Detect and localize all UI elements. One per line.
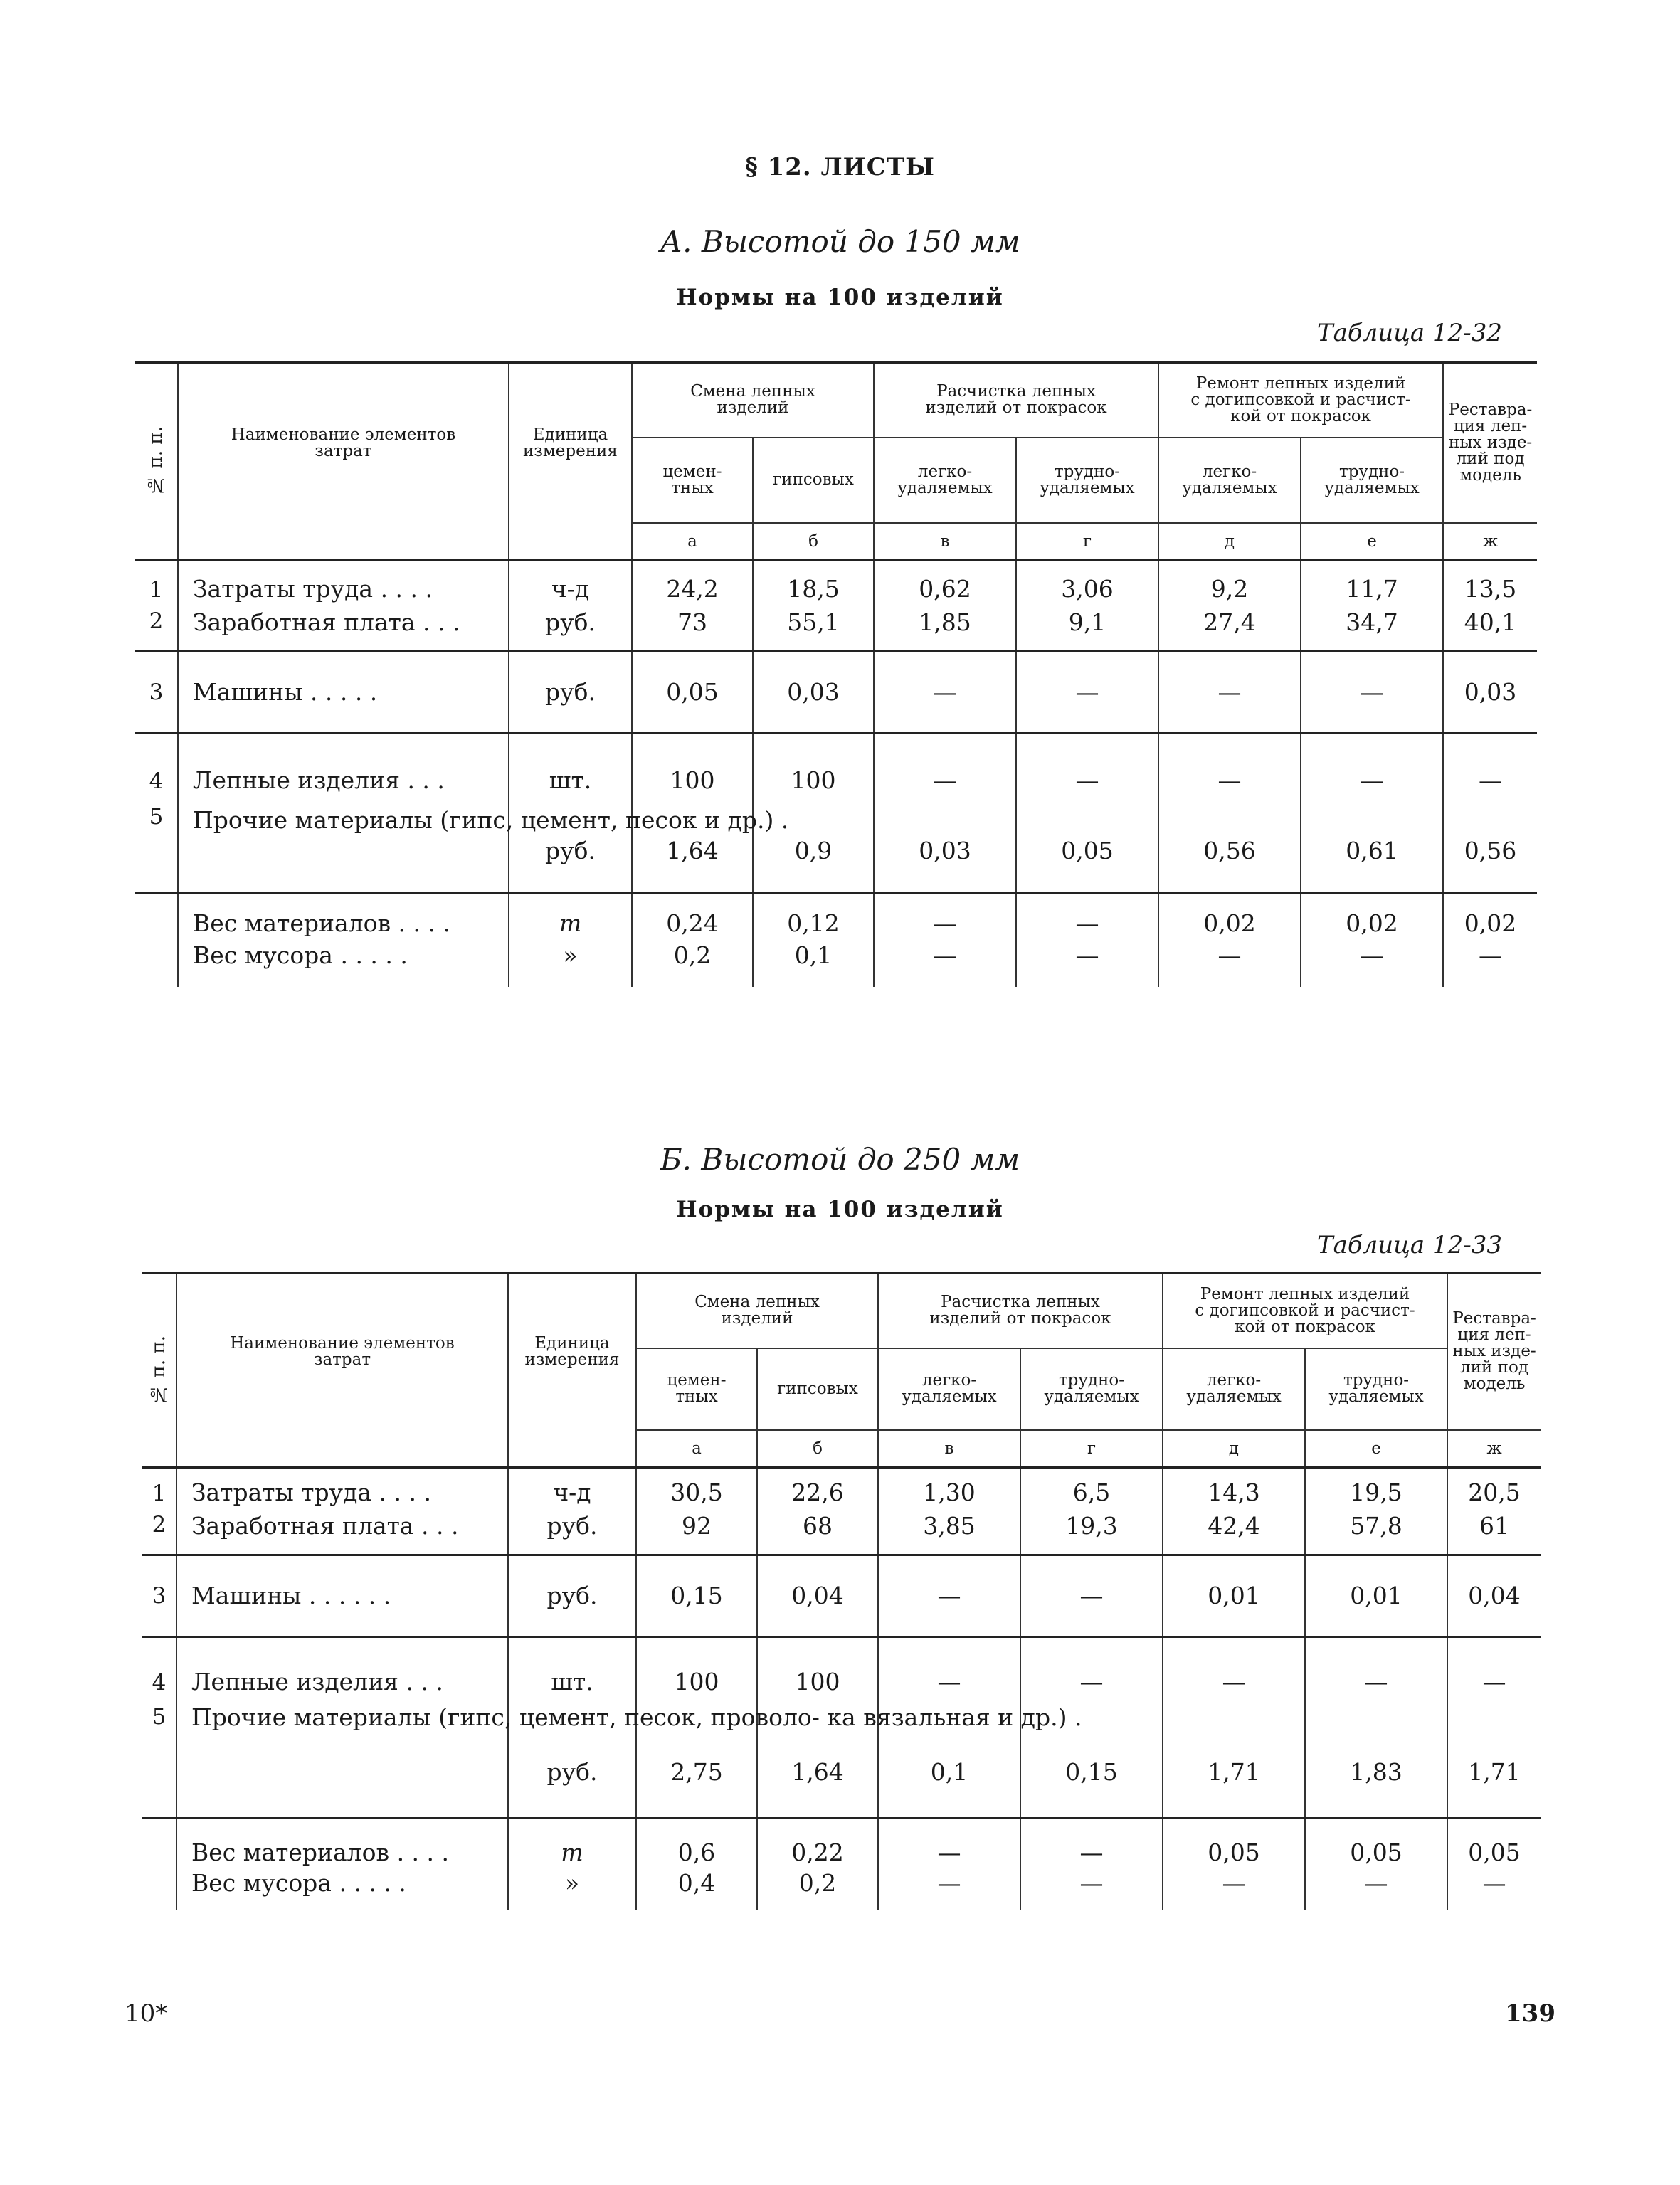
- cost-element-name-cell: Заработная плата . . .: [176, 1506, 508, 1555]
- value-cell: 0,01: [1305, 1555, 1447, 1636]
- unit-col-header: Единица измерения: [509, 363, 632, 523]
- num-col-header: [135, 363, 178, 561]
- table-b-label: Таблица 12-33: [1316, 1231, 1502, 1259]
- letter-g: г: [1016, 523, 1158, 561]
- name-col-header: Наименование элементов затрат: [178, 363, 509, 523]
- value-cell: 0,04: [1447, 1555, 1541, 1636]
- value-cell: 0,02: [1443, 893, 1537, 937]
- value-cell: 18,5: [753, 560, 874, 603]
- letter-d: д: [1158, 523, 1301, 561]
- unit-cell: шт.: [509, 733, 632, 804]
- value-cell: 2,75: [636, 1704, 757, 1818]
- table-row: [135, 733, 1537, 804]
- footer-signature-mark: 10*: [125, 1999, 168, 2028]
- value-cell: —: [874, 937, 1016, 987]
- value-cell: 57,8: [1305, 1506, 1447, 1555]
- table-row: [142, 1866, 1541, 1910]
- value-cell: —: [1305, 1636, 1447, 1704]
- unit-cell: руб.: [508, 1555, 636, 1636]
- row-number-cell: 1: [142, 1467, 176, 1506]
- value-cell: —: [874, 651, 1016, 733]
- table-row: [142, 1704, 1541, 1818]
- value-cell: 68: [757, 1506, 878, 1555]
- value-cell: 0,62: [874, 560, 1016, 603]
- value-cell: 1,83: [1305, 1704, 1447, 1818]
- value-cell: 1,30: [878, 1467, 1020, 1506]
- table-row: [135, 893, 1537, 937]
- restore-col-header: Реставра- ция леп- ных изде- лий под модель: [1443, 363, 1537, 523]
- table-row: [135, 804, 1537, 893]
- group-header-clean: Расчистка лепных изделий от покрасок: [874, 363, 1158, 438]
- value-cell: 42,4: [1163, 1506, 1305, 1555]
- value-cell: 0,03: [1443, 651, 1537, 733]
- table-b: [142, 1272, 1541, 1910]
- group-header-repair: Ремонт лепных изделий с догипсовкой и расчист- кой от покрасок: [1163, 1274, 1447, 1348]
- row-number-cell: [135, 937, 178, 987]
- value-cell: —: [1479, 941, 1503, 969]
- value-cell: —: [874, 733, 1016, 804]
- table-a-subtitle: А. Высотой до 150 мм: [660, 224, 1020, 259]
- value-cell: —: [1301, 937, 1443, 987]
- value-cell: 0,05: [1016, 804, 1158, 893]
- value-cell: 30,5: [636, 1467, 757, 1506]
- cost-element-name-cell: Вес материалов . . . .: [178, 893, 509, 937]
- value-cell: 19,3: [1020, 1506, 1163, 1555]
- cost-element-name-cell: Вес материалов . . . .: [176, 1818, 508, 1866]
- value-cell: —: [1158, 937, 1301, 987]
- letter-b: б: [757, 1430, 878, 1468]
- header-spacer-cell: [178, 523, 509, 561]
- value-cell: 3,85: [878, 1506, 1020, 1555]
- value-cell: 0,02: [1158, 893, 1301, 937]
- cost-element-name-cell: Лепные изделия . . .: [178, 733, 509, 804]
- value-cell: —: [1158, 651, 1301, 733]
- header-spacer-cell: [508, 1430, 636, 1468]
- value-cell: 22,6: [757, 1467, 878, 1506]
- letter-g: г: [1020, 1430, 1163, 1468]
- value-cell: 0,03: [753, 651, 874, 733]
- section-title: § 12. ЛИСТЫ: [744, 153, 935, 181]
- table-b-norms: Нормы на 100 изделий: [676, 1197, 1004, 1222]
- sub-header-a: цемен- тных: [636, 1348, 757, 1430]
- unit-cell: руб.: [509, 603, 632, 651]
- row-number-cell: 4: [135, 733, 178, 804]
- value-cell: —: [1020, 1555, 1163, 1636]
- table-row: [135, 937, 1537, 987]
- value-cell: —: [1016, 733, 1158, 804]
- value-cell: 11,7: [1301, 560, 1443, 603]
- value-cell: —: [1020, 1866, 1163, 1910]
- row-number-cell: 1: [135, 560, 178, 603]
- table-row: [142, 1555, 1541, 1636]
- cost-element-name-cell: Затраты труда . . . .: [176, 1467, 508, 1506]
- value-cell: —: [1305, 1866, 1447, 1910]
- unit-cell: »: [509, 937, 632, 987]
- sub-header-e: трудно- удаляемых: [1301, 438, 1443, 523]
- row-number-header-label: № п. п.: [145, 426, 167, 497]
- value-cell: —: [1301, 733, 1443, 804]
- value-cell: —: [1016, 651, 1158, 733]
- value-cell: 0,15: [636, 1555, 757, 1636]
- value-cell: 100: [757, 1636, 878, 1704]
- table-row: [142, 1467, 1541, 1506]
- value-cell: 100: [753, 733, 874, 804]
- value-cell: 0,12: [753, 893, 874, 937]
- value-cell: 0,1: [753, 937, 874, 987]
- value-cell: 1,64: [757, 1704, 878, 1818]
- group-header-clean: Расчистка лепных изделий от покрасок: [878, 1274, 1163, 1348]
- value-cell: 0,22: [757, 1818, 878, 1866]
- letter-d: д: [1163, 1430, 1305, 1468]
- value-cell: 0,1: [878, 1704, 1020, 1818]
- value-cell: 1,85: [874, 603, 1016, 651]
- sub-header-g: трудно- удаляемых: [1020, 1348, 1163, 1430]
- value-cell: 0,05: [1447, 1818, 1541, 1866]
- row-number-cell: [142, 1818, 176, 1866]
- value-cell: 19,5: [1305, 1467, 1447, 1506]
- letter-zh: ж: [1443, 523, 1537, 561]
- value-cell: 1,64: [632, 804, 753, 893]
- value-cell: 0,04: [757, 1555, 878, 1636]
- cost-element-name-cell: Вес мусора . . . . .: [176, 1866, 508, 1910]
- sub-header-v: легко- удаляемых: [874, 438, 1016, 523]
- value-cell: 1,71: [1468, 1758, 1521, 1786]
- row-number-cell: [142, 1866, 176, 1910]
- row-number-cell: 3: [142, 1555, 176, 1636]
- value-cell: 92: [636, 1506, 757, 1555]
- cost-element-name-cell: Заработная плата . . .: [178, 603, 509, 651]
- value-cell: —: [1301, 651, 1443, 733]
- row-number-cell: 2: [135, 603, 178, 651]
- value-cell: —: [1443, 733, 1537, 804]
- row-number-header-label: № п. п.: [148, 1335, 169, 1405]
- value-cell: 0,02: [1301, 893, 1443, 937]
- letter-zh: ж: [1447, 1430, 1541, 1468]
- value-cell: 0,4: [636, 1866, 757, 1910]
- table-row: [142, 1636, 1541, 1704]
- table-row: [142, 1506, 1541, 1555]
- unit-cell: т: [509, 893, 632, 937]
- value-cell: —: [874, 893, 1016, 937]
- row-number-cell: 2: [142, 1506, 176, 1555]
- value-cell: 0,9: [753, 804, 874, 893]
- row-number-cell: 5: [142, 1704, 176, 1818]
- name-col-header: Наименование элементов затрат: [176, 1274, 508, 1430]
- value-cell: —: [1020, 1636, 1163, 1704]
- cost-element-name-cell: Прочие материалы (гипс, цемент, песок и др.) .: [178, 804, 509, 893]
- value-cell: —: [1447, 1636, 1541, 1704]
- unit-cell: руб.: [508, 1704, 636, 1818]
- value-cell: 0,03: [874, 804, 1016, 893]
- unit-cell: т: [508, 1818, 636, 1866]
- letter-e: е: [1305, 1430, 1447, 1468]
- value-cell: —: [1163, 1866, 1305, 1910]
- cost-element-name-cell: Машины . . . . . .: [176, 1555, 508, 1636]
- table-a-norms: Нормы на 100 изделий: [676, 285, 1004, 310]
- value-cell: 9,2: [1158, 560, 1301, 603]
- table-row: [135, 651, 1537, 733]
- sub-header-g: трудно- удаляемых: [1016, 438, 1158, 523]
- value-cell: 100: [636, 1636, 757, 1704]
- letter-v: в: [874, 523, 1016, 561]
- table-row: [135, 560, 1537, 603]
- value-cell: —: [878, 1866, 1020, 1910]
- value-cell: 0,24: [632, 893, 753, 937]
- value-cell: 0,56: [1158, 804, 1301, 893]
- row-number-cell: 3: [135, 651, 178, 733]
- unit-cell: шт.: [508, 1636, 636, 1704]
- letter-e: е: [1301, 523, 1443, 561]
- value-cell: —: [1158, 733, 1301, 804]
- cost-element-name-cell: Прочие материалы (гипс, цемент, песок, проволо- ка вязальная и др.) .: [176, 1704, 508, 1818]
- value-cell: 0,05: [1163, 1818, 1305, 1866]
- sub-header-e: трудно- удаляемых: [1305, 1348, 1447, 1430]
- sub-header-a: цемен- тных: [632, 438, 753, 523]
- group-header-replace: Смена лепных изделий: [632, 363, 874, 438]
- unit-cell: руб.: [509, 804, 632, 893]
- value-cell: 27,4: [1158, 603, 1301, 651]
- value-cell: 34,7: [1301, 603, 1443, 651]
- sub-header-b: гипсовых: [757, 1348, 878, 1430]
- value-cell: —: [1016, 937, 1158, 987]
- value-cell: 0,6: [636, 1818, 757, 1866]
- value-cell: 73: [632, 603, 753, 651]
- cost-element-name-cell: Лепные изделия . . .: [176, 1636, 508, 1704]
- value-cell: 0,2: [757, 1866, 878, 1910]
- letter-v: в: [878, 1430, 1020, 1468]
- row-number-cell: 5: [135, 804, 178, 893]
- cost-element-name-cell: Затраты труда . . . .: [178, 560, 509, 603]
- sub-header-d: легко- удаляемых: [1163, 1348, 1305, 1430]
- unit-col-header: Единица измерения: [508, 1274, 636, 1430]
- letter-a: а: [636, 1430, 757, 1468]
- value-cell: 0,05: [632, 651, 753, 733]
- letter-a: а: [632, 523, 753, 561]
- value-cell: —: [1016, 893, 1158, 937]
- group-header-repair: Ремонт лепных изделий с догипсовкой и расчист- кой от покрасок: [1158, 363, 1443, 438]
- sub-header-v: легко- удаляемых: [878, 1348, 1020, 1430]
- value-cell: 0,56: [1464, 837, 1517, 864]
- value-cell: 0,15: [1020, 1704, 1163, 1818]
- value-cell: —: [1163, 1636, 1305, 1704]
- value-cell: 100: [632, 733, 753, 804]
- cost-element-name-cell: Вес мусора . . . . .: [178, 937, 509, 987]
- value-cell: —: [1482, 1869, 1506, 1897]
- value-cell: 61: [1479, 1512, 1510, 1540]
- table-row: [142, 1818, 1541, 1866]
- unit-cell: ч-д: [508, 1467, 636, 1506]
- unit-cell: »: [508, 1866, 636, 1910]
- unit-cell: ч-д: [509, 560, 632, 603]
- value-cell: 55,1: [753, 603, 874, 651]
- header-spacer-cell: [176, 1430, 508, 1468]
- value-cell: 13,5: [1443, 560, 1537, 603]
- value-cell: 0,01: [1163, 1555, 1305, 1636]
- value-cell: 3,06: [1016, 560, 1158, 603]
- table-a-label: Таблица 12-32: [1316, 319, 1502, 347]
- value-cell: —: [878, 1636, 1020, 1704]
- header-spacer-cell: [509, 523, 632, 561]
- table-row: [135, 603, 1537, 651]
- value-cell: 0,61: [1301, 804, 1443, 893]
- value-cell: —: [1020, 1818, 1163, 1866]
- num-col-header: [142, 1274, 176, 1468]
- sub-header-b: гипсовых: [753, 438, 874, 523]
- unit-cell: руб.: [509, 651, 632, 733]
- row-number-cell: [135, 893, 178, 937]
- table-a: [135, 361, 1537, 987]
- cost-element-name-cell: Машины . . . . .: [178, 651, 509, 733]
- table-b-subtitle: Б. Высотой до 250 мм: [660, 1142, 1020, 1177]
- row-number-cell: 4: [142, 1636, 176, 1704]
- group-header-replace: Смена лепных изделий: [636, 1274, 878, 1348]
- value-cell: —: [878, 1555, 1020, 1636]
- value-cell: 0,05: [1305, 1818, 1447, 1866]
- value-cell: 40,1: [1464, 608, 1517, 636]
- value-cell: 24,2: [632, 560, 753, 603]
- value-cell: —: [878, 1818, 1020, 1866]
- value-cell: 6,5: [1020, 1467, 1163, 1506]
- value-cell: 14,3: [1163, 1467, 1305, 1506]
- page-number: 139: [1505, 1999, 1555, 2028]
- sub-header-d: легко- удаляемых: [1158, 438, 1301, 523]
- value-cell: 20,5: [1447, 1467, 1541, 1506]
- letter-b: б: [753, 523, 874, 561]
- value-cell: 0,2: [632, 937, 753, 987]
- unit-cell: руб.: [508, 1506, 636, 1555]
- value-cell: 1,71: [1163, 1704, 1305, 1818]
- restore-col-header: Реставра- ция леп- ных изде- лий под модель: [1447, 1274, 1541, 1430]
- value-cell: 9,1: [1016, 603, 1158, 651]
